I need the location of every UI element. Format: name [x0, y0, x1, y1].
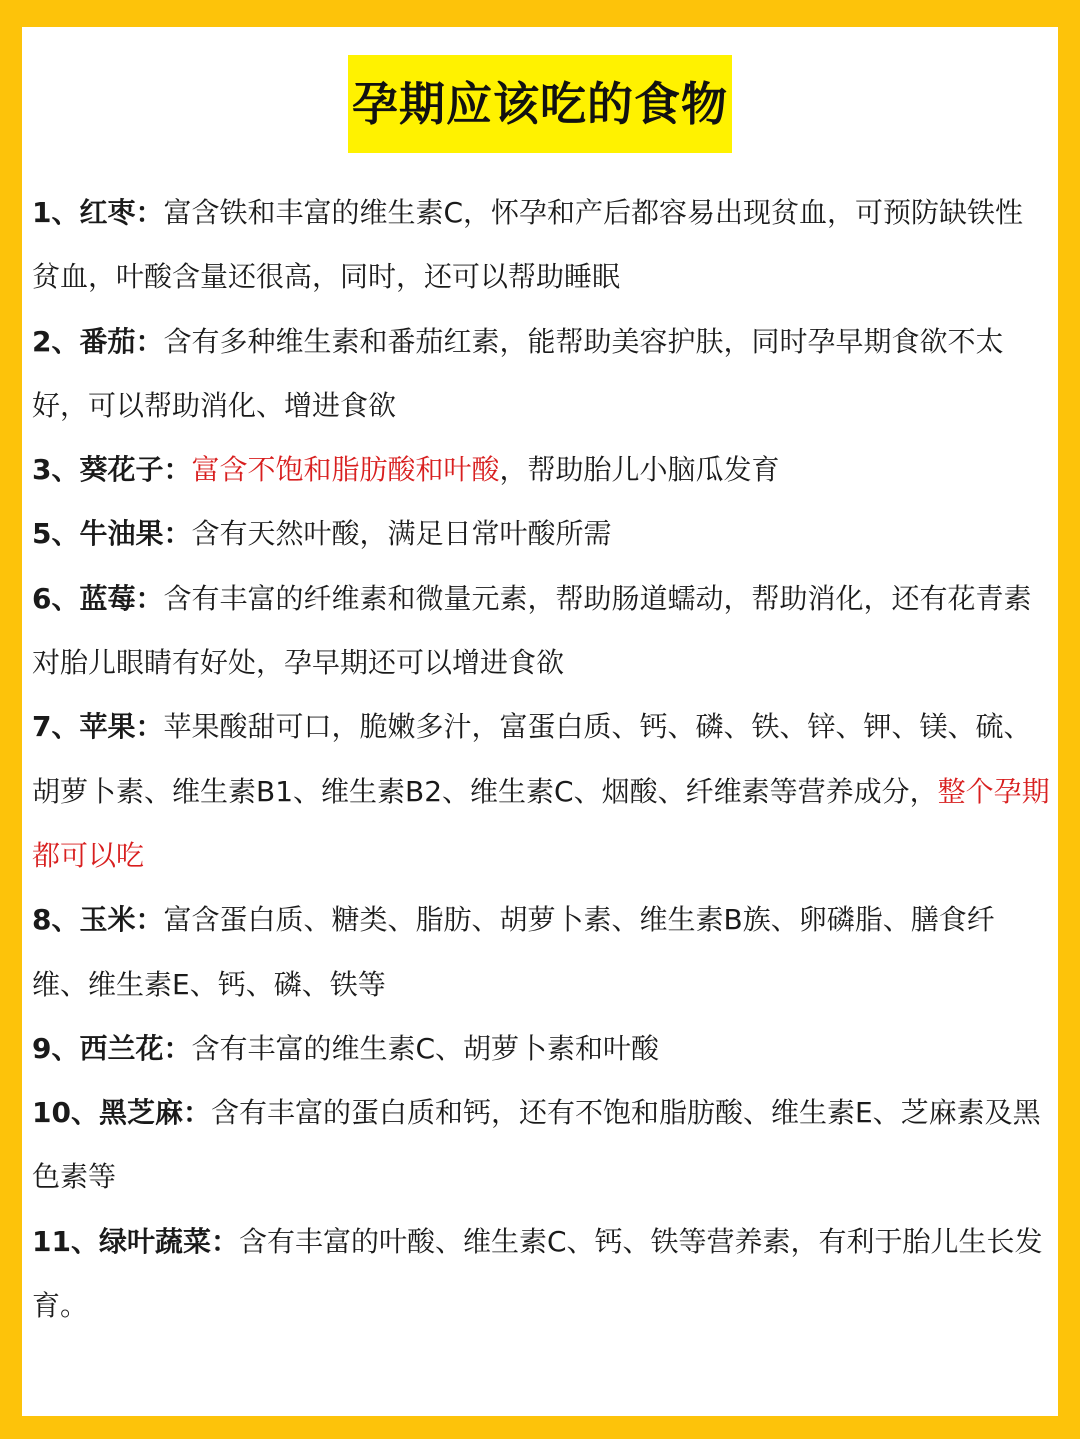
item-description: 富含铁和丰富的维生素C，怀孕和产后都容易出现贫血，可预防缺铁性贫血，叶酸含量还很高，同时，还可以帮助睡眠 [32, 196, 1024, 294]
item-name: 苹果： [79, 710, 164, 744]
item-description: 含有多种维生素和番茄红素，能帮助美容护肤，同时孕早期食欲不太好，可以帮助消化、增进食欲 [32, 324, 1004, 422]
list-item [32, 502, 1050, 566]
item-name: 蓝莓： [79, 581, 164, 615]
list-item [32, 1017, 1050, 1081]
item-number: 7、 [32, 710, 80, 744]
page-title: 孕期应该吃的食物 [348, 55, 732, 153]
item-highlight: 整个孕期都可以吃 [32, 774, 1050, 872]
item-name: 西兰花： [79, 1031, 192, 1065]
item-description: 含有天然叶酸，满足日常叶酸所需 [191, 517, 612, 551]
item-number: 10、 [32, 1096, 99, 1130]
item-description: 富含蛋白质、糖类、脂肪、胡萝卜素、维生素B族、卵磷脂、膳食纤维、维生素E、钙、磷、铁等 [32, 903, 995, 1001]
list-item [32, 181, 1050, 310]
item-description: 含有丰富的维生素C、胡萝卜素和叶酸 [191, 1031, 660, 1065]
item-description: 含有丰富的叶酸、维生素C、钙、铁等营养素，有利于胎儿生长发育。 [32, 1224, 1043, 1323]
item-number: 9、 [32, 1031, 80, 1065]
item-name: 黑芝麻： [98, 1096, 211, 1130]
item-number: 2、 [32, 324, 80, 358]
item-number: 3、 [32, 453, 80, 487]
list-item [32, 1081, 1050, 1210]
item-number: 1、 [32, 196, 80, 229]
item-number: 8、 [32, 903, 80, 937]
item-number: 5、 [32, 517, 80, 551]
item-name: 葵花子： [79, 453, 192, 487]
item-name: 玉米： [79, 903, 164, 937]
item-number: 6、 [32, 581, 80, 615]
item-name: 番茄： [79, 324, 164, 358]
item-description: 含有丰富的纤维素和微量元素，帮助肠道蠕动，帮助消化，还有花青素对胎儿眼睛有好处，孕早期还可以增进食欲 [32, 581, 1032, 680]
list-item [32, 567, 1050, 696]
list-item [32, 1210, 1050, 1339]
list-item [32, 438, 1050, 502]
food-list [32, 181, 1050, 1338]
list-item [32, 888, 1050, 1017]
item-description: 含有丰富的蛋白质和钙，还有不饱和脂肪酸、维生素E、芝麻素及黑色素等 [32, 1096, 1041, 1194]
item-description: ，帮助胎儿小脑瓜发育 [499, 453, 780, 487]
item-highlight: 富含不饱和脂肪酸和叶酸 [191, 453, 500, 487]
item-name: 牛油果： [79, 517, 192, 551]
list-item [32, 310, 1050, 439]
content-card [22, 27, 1058, 1416]
item-description: 苹果酸甜可口，脆嫩多汁，富蛋白质、钙、磷、铁、锌、钾、镁、硫、胡萝卜素、维生素B1、维生素B2、维生素C、烟酸、纤维素等营养成分， [32, 710, 1032, 808]
item-name: 红枣： [79, 196, 164, 229]
item-number: 11、 [32, 1224, 99, 1258]
list-item [32, 695, 1050, 888]
item-name: 绿叶蔬菜： [98, 1224, 239, 1258]
title-wrap [22, 55, 1058, 153]
